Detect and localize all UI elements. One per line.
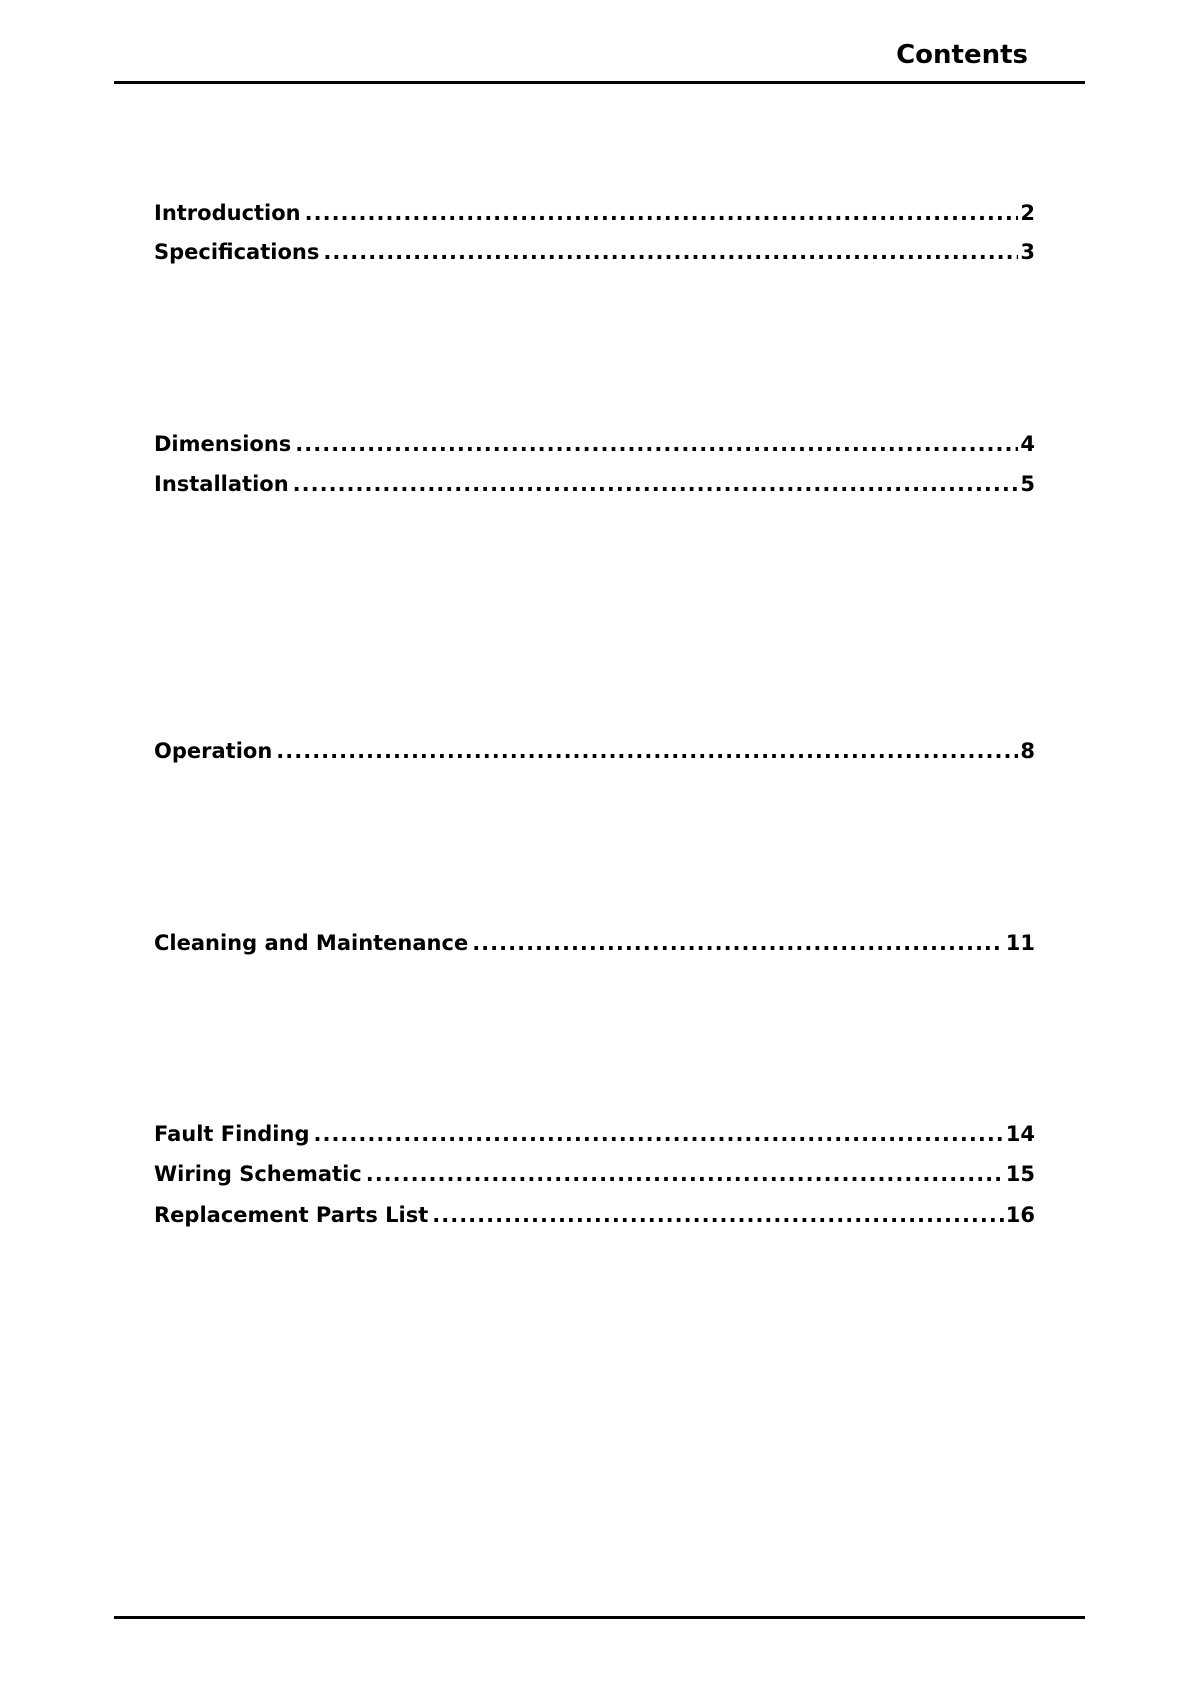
toc-entry-title: Specifications — [154, 240, 320, 264]
toc-dot-leader — [323, 236, 1018, 268]
toc-dot-leader — [276, 735, 1018, 767]
toc-entry-page: 5 — [1020, 472, 1035, 496]
table-of-contents — [154, 0, 1035, 1684]
toc-entry-specifications[interactable] — [154, 236, 1035, 268]
toc-entry-title: Introduction — [154, 201, 301, 225]
page-title: Contents — [896, 40, 1028, 70]
toc-entry-page: 14 — [1005, 1122, 1035, 1146]
toc-entry-title: Operation — [154, 739, 273, 763]
toc-dot-leader — [305, 197, 1019, 229]
toc-entry-page: 2 — [1020, 201, 1035, 225]
toc-dot-leader — [366, 1158, 1004, 1190]
toc-entry-title: Installation — [154, 472, 289, 496]
toc-entry-page: 15 — [1005, 1162, 1035, 1186]
toc-entry-page: 8 — [1020, 739, 1035, 763]
toc-entry-title: Dimensions — [154, 432, 292, 456]
toc-entry-introduction[interactable] — [154, 197, 1035, 229]
toc-entry-fault-finding[interactable] — [154, 1118, 1035, 1150]
toc-entry-operation[interactable] — [154, 735, 1035, 767]
toc-entry-wiring-schematic[interactable] — [154, 1158, 1035, 1190]
toc-entry-title: Cleaning and Maintenance — [154, 931, 469, 955]
toc-dot-leader — [432, 1199, 1004, 1231]
toc-dot-leader — [295, 428, 1018, 460]
toc-entry-cleaning-and-maintenance[interactable] — [154, 927, 1035, 959]
toc-entry-page: 11 — [1005, 931, 1035, 955]
toc-entry-title: Wiring Schematic — [154, 1162, 362, 1186]
toc-dot-leader — [293, 468, 1019, 500]
toc-entry-title: Replacement Parts List — [154, 1203, 429, 1227]
toc-entry-page: 3 — [1020, 240, 1035, 264]
toc-entry-page: 4 — [1020, 432, 1035, 456]
toc-entry-replacement-parts-list[interactable] — [154, 1199, 1035, 1231]
toc-entry-title: Fault Finding — [154, 1122, 310, 1146]
toc-dot-leader — [314, 1118, 1004, 1150]
toc-dot-leader — [472, 927, 1004, 959]
toc-entry-page: 16 — [1005, 1203, 1035, 1227]
toc-entry-installation[interactable] — [154, 468, 1035, 500]
toc-entry-dimensions[interactable] — [154, 428, 1035, 460]
footer-divider — [114, 1616, 1085, 1619]
